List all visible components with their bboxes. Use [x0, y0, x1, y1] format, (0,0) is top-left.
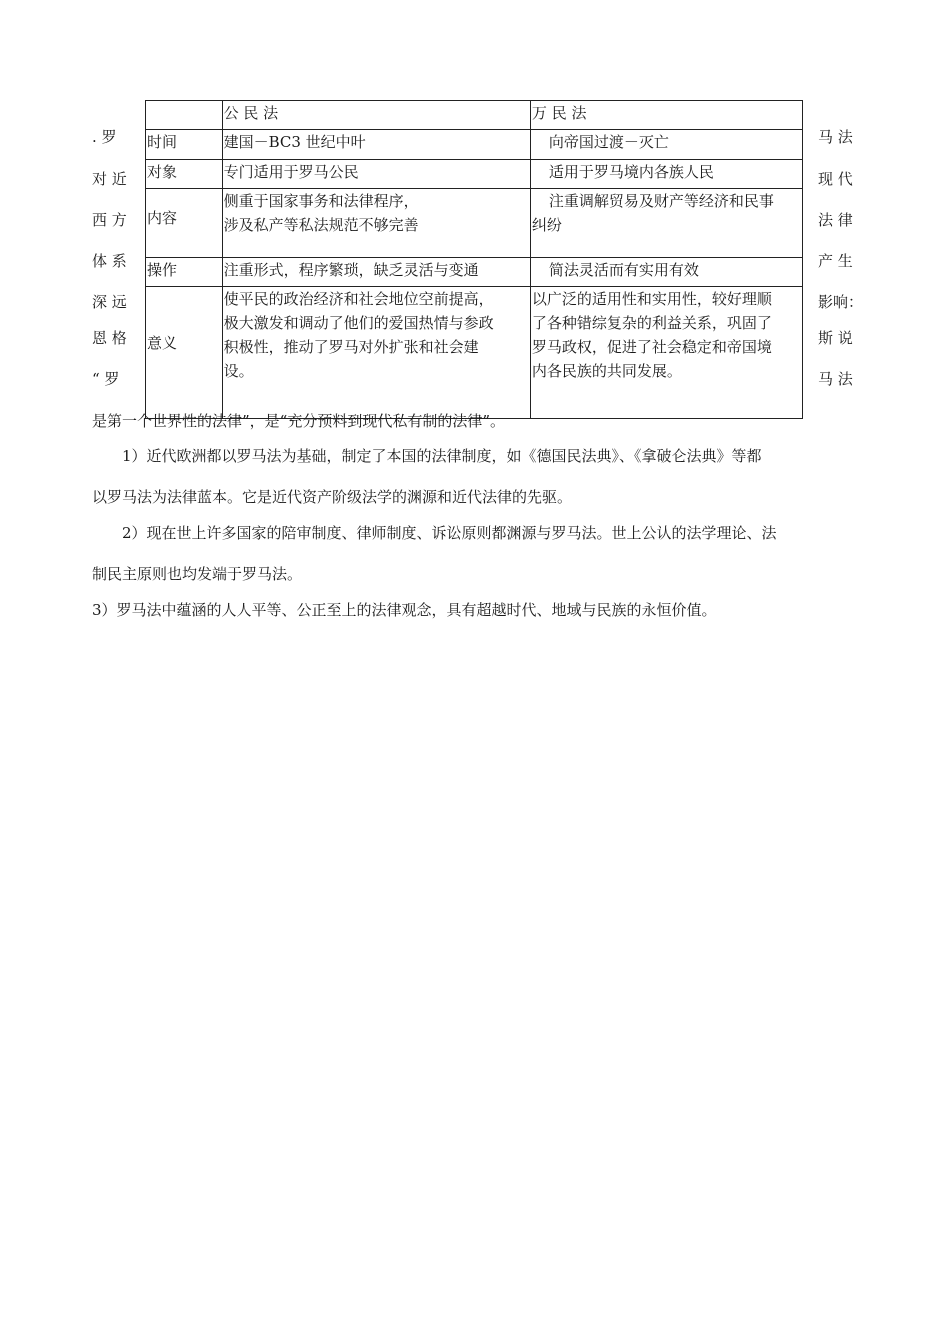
jus-gentium-cell: [530, 130, 802, 160]
left-fragment: 体 系: [92, 252, 127, 270]
cell-line: 纠纷: [531, 216, 562, 234]
jus-gentium-cell: [530, 258, 802, 287]
table-header-row: [146, 101, 803, 130]
cell-line: 注重形式，程序繁琐，缺乏灵活与变通: [223, 261, 479, 279]
row-label: 操作: [146, 258, 223, 287]
paragraph-2-line-2: 制民主原则也均发端于罗马法。: [92, 565, 303, 583]
right-fragment: 产 生: [818, 252, 853, 270]
cell-line: 简法灵活而有实用有效: [548, 261, 699, 279]
left-fragment: . 罗: [92, 128, 117, 146]
cell-line: 积极性，推动了罗马对外扩张和社会建: [223, 338, 479, 356]
cell-line: 罗马政权，促进了社会稳定和帝国境: [531, 338, 772, 356]
left-fragment: 恩 格: [92, 329, 127, 347]
right-fragment: 法 律: [818, 211, 853, 229]
cell-line: 使平民的政治经济和社会地位空前提高，: [223, 290, 494, 308]
left-fragment: 深 远: [92, 293, 127, 311]
civil-law-cell: [222, 287, 530, 419]
cell-line: 涉及私产等私法规范不够完善: [223, 216, 419, 234]
row-label: 时间: [146, 130, 223, 160]
paragraph-1-line-2: 以罗马法为法律蓝本。它是近代资产阶级法学的渊源和近代法律的先驱。: [92, 488, 573, 506]
table-row: [146, 287, 803, 419]
table-row: [146, 258, 803, 287]
cell-line: 内各民族的共同发展。: [531, 362, 682, 380]
civil-law-cell: [222, 130, 530, 160]
table-header-cell: 公 民 法: [222, 101, 530, 130]
cell-line: 极大激发和调动了他们的爱国热情与参政: [223, 314, 494, 332]
left-fragment: “ 罗: [92, 370, 120, 388]
table-row: [146, 189, 803, 258]
right-fragment: 影响：: [818, 293, 864, 311]
civil-law-cell: [222, 189, 530, 258]
cell-line: 建国－BC3 世纪中叶: [223, 133, 366, 151]
right-fragment: 马 法: [818, 128, 853, 146]
cell-line: 设。: [223, 362, 254, 380]
paragraph-2-line-1: 2）现在世上许多国家的陪审制度、律师制度、诉讼原则都渊源与罗马法。世上公认的法学理论、法: [122, 524, 777, 542]
cell-line: 专门适用于罗马公民: [223, 163, 359, 181]
cell-line: 适用于罗马境内各族人民: [548, 163, 714, 181]
left-fragment: 对 近: [92, 170, 127, 188]
table-header-cell: 万 民 法: [530, 101, 802, 130]
cell-line: 向帝国过渡－灭亡: [548, 133, 669, 151]
civil-law-cell: [222, 258, 530, 287]
table-header-cell: [146, 101, 223, 130]
left-fragment: 西 方: [92, 211, 127, 229]
row-label: 对象: [146, 160, 223, 189]
right-fragment: 马 法: [818, 370, 853, 388]
paragraph-continuation: 是第一个世界性的法律”，是“充分预料到现代私有制的法律”。: [92, 412, 506, 430]
table-row: [146, 130, 803, 160]
row-label: 意义: [146, 287, 223, 419]
jus-gentium-cell: [530, 160, 802, 189]
row-label: 内容: [146, 189, 223, 258]
table-row: [146, 160, 803, 189]
cell-line: 注重调解贸易及财产等经济和民事: [548, 192, 774, 210]
cell-line: 了各种错综复杂的利益关系，巩固了: [531, 314, 772, 332]
civil-law-cell: [222, 160, 530, 189]
paragraph-3: 3）罗马法中蕴涵的人人平等、公正至上的法律观念，具有超越时代、地域与民族的永恒价值。: [92, 601, 717, 619]
paragraph-1-line-1: 1）近代欧洲都以罗马法为基础，制定了本国的法律制度，如《德国民法典》、《拿破仑法典》等都: [122, 447, 762, 465]
right-fragment: 斯 说: [818, 329, 853, 347]
cell-line: 以广泛的适用性和实用性，较好理顺: [531, 290, 772, 308]
right-fragment: 现 代: [818, 170, 853, 188]
jus-gentium-cell: [530, 189, 802, 258]
jus-gentium-cell: [530, 287, 802, 419]
cell-line: 侧重于国家事务和法律程序，: [223, 192, 419, 210]
law-comparison-table: [145, 100, 803, 419]
